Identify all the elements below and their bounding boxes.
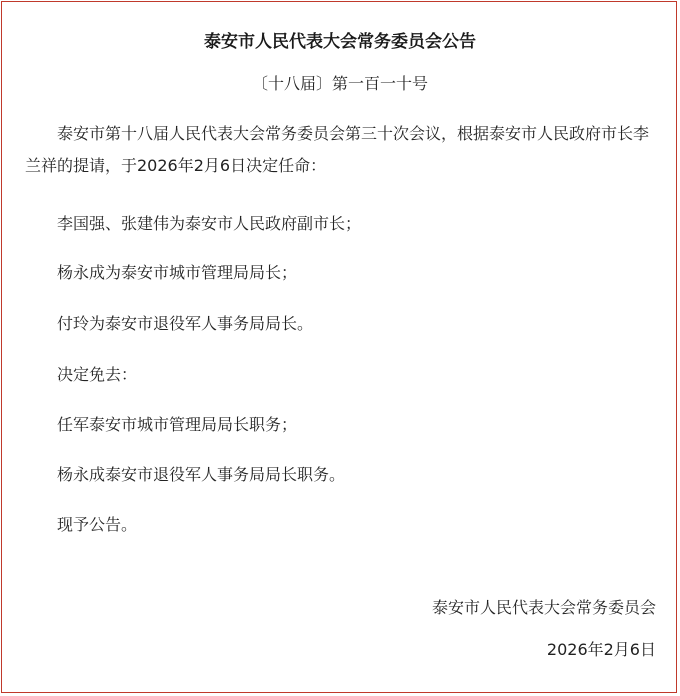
notice-title: 泰安市人民代表大会常务委员会公告 (204, 32, 476, 52)
removal-item: 杨永成泰安市退役军人事务局局长职务。 (57, 465, 346, 484)
closing-text: 现予公告。 (57, 515, 138, 534)
notice-border (1, 1, 677, 693)
appointment-item: 杨永成为泰安市城市管理局局长； (57, 263, 298, 282)
signature-date: 2026年2月6日 (546, 640, 656, 659)
removal-item: 任军泰安市城市管理局局长职务； (57, 415, 298, 434)
signature-org: 泰安市人民代表大会常务委员会 (431, 598, 656, 617)
intro-paragraph: 泰安市第十八届人民代表大会常务委员会第三十次会议，根据泰安市人民政府市长李兰祥的提请，于2026年2月6日决定任命： (25, 124, 650, 175)
appointment-item: 李国强、张建伟为泰安市人民政府副市长； (57, 214, 362, 233)
notice-number: 〔十八届〕第一百一十号 (251, 74, 428, 93)
removal-heading: 决定免去： (57, 365, 138, 384)
appointment-item: 付玲为泰安市退役军人事务局局长。 (57, 314, 314, 333)
